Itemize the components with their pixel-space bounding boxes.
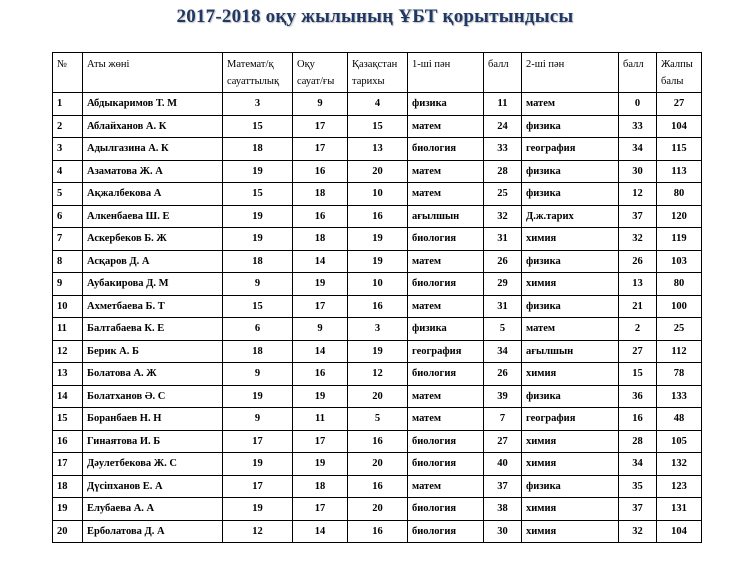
table-row <box>53 228 702 251</box>
subject-1: матем <box>408 295 484 318</box>
subject-2-score: 37 <box>619 498 657 521</box>
history-score: 20 <box>348 385 408 408</box>
row-number: 17 <box>53 453 83 476</box>
table-row <box>53 363 702 386</box>
subject-2: география <box>522 138 619 161</box>
row-number: 4 <box>53 160 83 183</box>
subject-2-score: 32 <box>619 228 657 251</box>
subject-2: физика <box>522 385 619 408</box>
math-literacy-score: 19 <box>223 228 293 251</box>
subject-2: физика <box>522 160 619 183</box>
subject-1-score: 29 <box>484 273 522 296</box>
subject-1-score: 26 <box>484 363 522 386</box>
total-score: 25 <box>657 318 702 341</box>
total-score: 133 <box>657 385 702 408</box>
subject-1: биология <box>408 498 484 521</box>
reading-literacy-score: 14 <box>293 520 348 543</box>
row-number: 7 <box>53 228 83 251</box>
history-score: 12 <box>348 363 408 386</box>
total-score: 80 <box>657 273 702 296</box>
subject-2: химия <box>522 430 619 453</box>
subject-1-score: 31 <box>484 295 522 318</box>
student-name: Адылгазина А. К <box>83 138 223 161</box>
history-score: 10 <box>348 183 408 206</box>
subject-1: матем <box>408 183 484 206</box>
total-score: 132 <box>657 453 702 476</box>
subject-1: биология <box>408 453 484 476</box>
table-row <box>53 295 702 318</box>
math-literacy-score: 18 <box>223 340 293 363</box>
subject-2: география <box>522 408 619 431</box>
history-score: 13 <box>348 138 408 161</box>
subject-2-score: 28 <box>619 430 657 453</box>
student-name: Дүсіпханов Е. А <box>83 475 223 498</box>
table-row <box>53 183 702 206</box>
reading-literacy-score: 19 <box>293 453 348 476</box>
table-row <box>53 475 702 498</box>
math-literacy-score: 17 <box>223 430 293 453</box>
history-score: 20 <box>348 498 408 521</box>
subject-1: биология <box>408 363 484 386</box>
header-number: № <box>53 53 83 93</box>
math-literacy-score: 9 <box>223 408 293 431</box>
header-kazakhstan-history: Қазақстан тарихы <box>348 53 408 93</box>
reading-literacy-score: 16 <box>293 160 348 183</box>
row-number: 15 <box>53 408 83 431</box>
subject-2-score: 34 <box>619 453 657 476</box>
subject-2: физика <box>522 295 619 318</box>
reading-literacy-score: 19 <box>293 385 348 408</box>
student-name: Аблайханов А. К <box>83 115 223 138</box>
subject-2: химия <box>522 520 619 543</box>
reading-literacy-score: 17 <box>293 295 348 318</box>
table-row <box>53 453 702 476</box>
history-score: 16 <box>348 205 408 228</box>
table-row <box>53 498 702 521</box>
total-score: 105 <box>657 430 702 453</box>
subject-2-score: 27 <box>619 340 657 363</box>
reading-literacy-score: 18 <box>293 183 348 206</box>
student-name: Ақжалбекова А <box>83 183 223 206</box>
header-reading-literacy: Оқу сауат/ғы <box>293 53 348 93</box>
subject-1: биология <box>408 430 484 453</box>
total-score: 113 <box>657 160 702 183</box>
header-row <box>53 53 702 93</box>
reading-literacy-score: 18 <box>293 228 348 251</box>
subject-2: химия <box>522 363 619 386</box>
total-score: 123 <box>657 475 702 498</box>
subject-1: матем <box>408 160 484 183</box>
history-score: 20 <box>348 453 408 476</box>
subject-1: ағылшын <box>408 205 484 228</box>
header-name: Аты жөні <box>83 53 223 93</box>
total-score: 119 <box>657 228 702 251</box>
reading-literacy-score: 17 <box>293 498 348 521</box>
math-literacy-score: 19 <box>223 160 293 183</box>
subject-2: Д.ж.тарих <box>522 205 619 228</box>
subject-2: физика <box>522 475 619 498</box>
reading-literacy-score: 17 <box>293 138 348 161</box>
subject-1: матем <box>408 408 484 431</box>
history-score: 16 <box>348 475 408 498</box>
row-number: 6 <box>53 205 83 228</box>
history-score: 15 <box>348 115 408 138</box>
table-row <box>53 430 702 453</box>
subject-2: ағылшын <box>522 340 619 363</box>
subject-1-score: 11 <box>484 93 522 116</box>
subject-1: матем <box>408 250 484 273</box>
student-name: Елубаева А. А <box>83 498 223 521</box>
table-row <box>53 273 702 296</box>
history-score: 3 <box>348 318 408 341</box>
total-score: 131 <box>657 498 702 521</box>
subject-1: матем <box>408 385 484 408</box>
history-score: 16 <box>348 295 408 318</box>
row-number: 14 <box>53 385 83 408</box>
subject-2: химия <box>522 228 619 251</box>
math-literacy-score: 19 <box>223 453 293 476</box>
subject-2-score: 30 <box>619 160 657 183</box>
subject-2-score: 37 <box>619 205 657 228</box>
table-row <box>53 385 702 408</box>
math-literacy-score: 15 <box>223 295 293 318</box>
reading-literacy-score: 19 <box>293 273 348 296</box>
subject-1-score: 31 <box>484 228 522 251</box>
header-subject-1: 1-ші пән <box>408 53 484 93</box>
table-row <box>53 205 702 228</box>
header-total: Жалпы балы <box>657 53 702 93</box>
total-score: 103 <box>657 250 702 273</box>
subject-2: физика <box>522 250 619 273</box>
reading-literacy-score: 9 <box>293 93 348 116</box>
table-row <box>53 340 702 363</box>
row-number: 8 <box>53 250 83 273</box>
math-literacy-score: 15 <box>223 115 293 138</box>
subject-2: химия <box>522 498 619 521</box>
subject-2-score: 36 <box>619 385 657 408</box>
subject-1: физика <box>408 93 484 116</box>
total-score: 27 <box>657 93 702 116</box>
subject-2: физика <box>522 183 619 206</box>
history-score: 20 <box>348 160 408 183</box>
subject-1: биология <box>408 520 484 543</box>
subject-2-score: 0 <box>619 93 657 116</box>
results-table <box>52 52 702 543</box>
history-score: 10 <box>348 273 408 296</box>
table-row <box>53 250 702 273</box>
subject-1: биология <box>408 138 484 161</box>
total-score: 104 <box>657 115 702 138</box>
row-number: 20 <box>53 520 83 543</box>
subject-2-score: 26 <box>619 250 657 273</box>
history-score: 4 <box>348 93 408 116</box>
reading-literacy-score: 9 <box>293 318 348 341</box>
student-name: Балтабаева К. Е <box>83 318 223 341</box>
total-score: 112 <box>657 340 702 363</box>
subject-2-score: 16 <box>619 408 657 431</box>
student-name: Асқаров Д. А <box>83 250 223 273</box>
subject-2-score: 35 <box>619 475 657 498</box>
subject-1: матем <box>408 115 484 138</box>
history-score: 16 <box>348 430 408 453</box>
student-name: Болатова А. Ж <box>83 363 223 386</box>
math-literacy-score: 19 <box>223 205 293 228</box>
history-score: 16 <box>348 520 408 543</box>
table-row <box>53 115 702 138</box>
subject-2-score: 13 <box>619 273 657 296</box>
header-score-1: балл <box>484 53 522 93</box>
row-number: 16 <box>53 430 83 453</box>
subject-1: матем <box>408 475 484 498</box>
reading-literacy-score: 16 <box>293 205 348 228</box>
history-score: 19 <box>348 228 408 251</box>
subject-2-score: 21 <box>619 295 657 318</box>
row-number: 5 <box>53 183 83 206</box>
row-number: 3 <box>53 138 83 161</box>
table-row <box>53 160 702 183</box>
subject-1-score: 7 <box>484 408 522 431</box>
total-score: 48 <box>657 408 702 431</box>
reading-literacy-score: 18 <box>293 475 348 498</box>
total-score: 100 <box>657 295 702 318</box>
math-literacy-score: 3 <box>223 93 293 116</box>
total-score: 80 <box>657 183 702 206</box>
student-name: Берик А. Б <box>83 340 223 363</box>
subject-2-score: 12 <box>619 183 657 206</box>
row-number: 2 <box>53 115 83 138</box>
row-number: 10 <box>53 295 83 318</box>
reading-literacy-score: 16 <box>293 363 348 386</box>
math-literacy-score: 9 <box>223 363 293 386</box>
subject-1-score: 27 <box>484 430 522 453</box>
subject-2-score: 2 <box>619 318 657 341</box>
row-number: 1 <box>53 93 83 116</box>
subject-1-score: 34 <box>484 340 522 363</box>
math-literacy-score: 19 <box>223 385 293 408</box>
student-name: Абдыкаримов Т. М <box>83 93 223 116</box>
reading-literacy-score: 14 <box>293 340 348 363</box>
student-name: Болатханов Ә. С <box>83 385 223 408</box>
student-name: Азаматова Ж. А <box>83 160 223 183</box>
student-name: Ерболатова Д. А <box>83 520 223 543</box>
table-row <box>53 408 702 431</box>
history-score: 19 <box>348 340 408 363</box>
subject-1-score: 5 <box>484 318 522 341</box>
total-score: 78 <box>657 363 702 386</box>
table-row <box>53 138 702 161</box>
row-number: 9 <box>53 273 83 296</box>
math-literacy-score: 18 <box>223 250 293 273</box>
subject-2-score: 34 <box>619 138 657 161</box>
reading-literacy-score: 11 <box>293 408 348 431</box>
student-name: Аскербеков Б. Ж <box>83 228 223 251</box>
reading-literacy-score: 17 <box>293 430 348 453</box>
subject-1-score: 37 <box>484 475 522 498</box>
student-name: Дәулетбекова Ж. С <box>83 453 223 476</box>
header-math-literacy: Математ/қ сауаттылық <box>223 53 293 93</box>
subject-1: география <box>408 340 484 363</box>
math-literacy-score: 12 <box>223 520 293 543</box>
math-literacy-score: 6 <box>223 318 293 341</box>
subject-2: физика <box>522 115 619 138</box>
math-literacy-score: 15 <box>223 183 293 206</box>
table-row <box>53 318 702 341</box>
subject-1-score: 39 <box>484 385 522 408</box>
history-score: 5 <box>348 408 408 431</box>
math-literacy-score: 19 <box>223 498 293 521</box>
row-number: 13 <box>53 363 83 386</box>
subject-2-score: 33 <box>619 115 657 138</box>
subject-1-score: 33 <box>484 138 522 161</box>
subject-1-score: 25 <box>484 183 522 206</box>
student-name: Алкенбаева Ш. Е <box>83 205 223 228</box>
reading-literacy-score: 14 <box>293 250 348 273</box>
subject-1-score: 32 <box>484 205 522 228</box>
row-number: 18 <box>53 475 83 498</box>
total-score: 115 <box>657 138 702 161</box>
page-title: 2017-2018 оқу жылының ҰБТ қорытындысы <box>176 6 574 27</box>
history-score: 19 <box>348 250 408 273</box>
math-literacy-score: 17 <box>223 475 293 498</box>
header-subject-2: 2-ші пән <box>522 53 619 93</box>
subject-1-score: 40 <box>484 453 522 476</box>
subject-1-score: 26 <box>484 250 522 273</box>
row-number: 11 <box>53 318 83 341</box>
student-name: Ахметбаева Б. Т <box>83 295 223 318</box>
reading-literacy-score: 17 <box>293 115 348 138</box>
table-row <box>53 520 702 543</box>
subject-1: биология <box>408 228 484 251</box>
subject-1-score: 24 <box>484 115 522 138</box>
total-score: 120 <box>657 205 702 228</box>
subject-2: матем <box>522 318 619 341</box>
subject-1-score: 30 <box>484 520 522 543</box>
subject-1: физика <box>408 318 484 341</box>
header-score-2: балл <box>619 53 657 93</box>
student-name: Аубакирова Д. М <box>83 273 223 296</box>
subject-1: биология <box>408 273 484 296</box>
subject-1-score: 28 <box>484 160 522 183</box>
student-name: Боранбаев Н. Н <box>83 408 223 431</box>
total-score: 104 <box>657 520 702 543</box>
math-literacy-score: 18 <box>223 138 293 161</box>
row-number: 19 <box>53 498 83 521</box>
table-row <box>53 93 702 116</box>
subject-2: химия <box>522 453 619 476</box>
subject-2: химия <box>522 273 619 296</box>
subject-1-score: 38 <box>484 498 522 521</box>
subject-2: матем <box>522 93 619 116</box>
row-number: 12 <box>53 340 83 363</box>
subject-2-score: 15 <box>619 363 657 386</box>
math-literacy-score: 9 <box>223 273 293 296</box>
subject-2-score: 32 <box>619 520 657 543</box>
student-name: Гинаятова И. Б <box>83 430 223 453</box>
